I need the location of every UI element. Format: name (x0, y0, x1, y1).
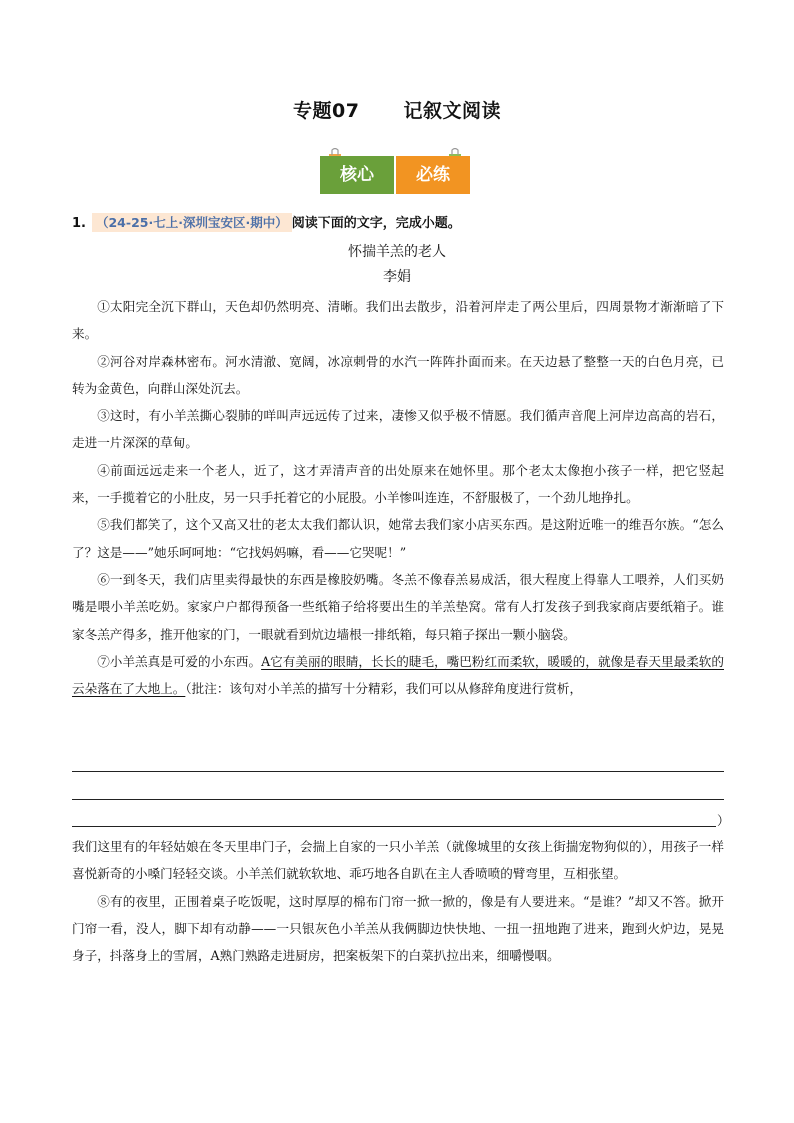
paragraph: 我们这里有的年轻姑娘在冬天里串门子，会揣上自家的一只小羊羔（就像城里的女孩上街揣宠物狗似的），用孩子一样喜悦新奇的小嗓门轻轻交谈。小羊羔们就软软地、乖巧地各自趴在主人香喷喷的臂弯里，互相张望。 (72, 839, 724, 882)
question-header (72, 212, 461, 231)
article-body-continued (72, 833, 724, 969)
question-source: （24-25·七上·深圳宝安区·期中） (92, 213, 292, 232)
answer-line[interactable] (72, 799, 724, 800)
paragraph: ⑤我们都笑了，这个又高又壮的老太太我们都认识，她常去我们家小店买东西。是这附近唯一的维吾尔族。“怎么了？这是——”她乐呵呵地：“它找妈妈嘛，看——它哭呢！” (72, 517, 724, 560)
paragraph: ③这时，有小羊羔撕心裂肺的咩叫声远远传了过来，凄惨又似乎极不情愿。我们循声音爬上河岸边高高的岩石，走进一片深深的草甸。 (72, 408, 724, 451)
article-body (72, 293, 724, 702)
page-title (0, 96, 794, 123)
answer-line[interactable] (72, 826, 716, 827)
article-title: 怀揣羊羔的老人 (348, 244, 446, 260)
question-instruction: 阅读下面的文字，完成小题。 (291, 216, 461, 231)
banner-right-text: 必练 (416, 165, 450, 185)
closing-paren: ） (717, 813, 730, 828)
p7-start: ⑦小羊羔真是可爱的小东西。 (97, 653, 262, 669)
paragraph-7 (72, 648, 724, 703)
question-number: 1. (72, 216, 86, 231)
annotation: （批注：该句对小羊羔的描写十分精彩，我们可以从修辞角度进行赏析， (185, 681, 583, 697)
core-practice-banner (320, 148, 470, 196)
article-author: 李娟 (383, 269, 411, 285)
paragraph: ①太阳完全沉下群山，天色却仍然明亮、清晰。我们出去散步，沿着河岸走了两公里后，四周景物才渐渐暗了下来。 (72, 299, 724, 342)
answer-line[interactable] (72, 771, 724, 772)
title-part2: 记叙文阅读 (403, 100, 501, 122)
underlined-sentence-a: A它有美丽的眼睛，长长的睫毛，嘴巴粉红而柔软，暖暖的，就像是春天里最柔软的云朵落在了大地上。 (72, 653, 724, 697)
title-part1: 专题07 (293, 100, 360, 122)
paragraph: ⑧有的夜里，正围着桌子吃饭呢，这时厚厚的棉布门帘一掀一掀的，像是有人要进来。“是谁？”却又不答。掀开门帘一看，没人，脚下却有动静——一只银灰色小羊羔从我俩脚边快快地、一扭一扭地跑了进来，跑到火炉边，晃晃身子，抖落身上的雪屑，A熟门熟路走进厨房，把案板架下的白菜扒拉出来，细嚼慢咽。 (72, 893, 724, 964)
banner-left-text: 核心 (340, 165, 374, 185)
paragraph: ⑥一到冬天，我们店里卖得最快的东西是橡胶奶嘴。冬羔不像春羔易成活，很大程度上得靠人工喂养，人们买奶嘴是喂小羊羔吃奶。家家户户都得预备一些纸箱子给将要出生的羊羔垫窝。常有人打发孩子到我家商店要纸箱子。谁家冬羔产得多，推开他家的门，一眼就看到炕边墙根一排纸箱，每只箱子探出一颗小脑袋。 (72, 571, 724, 642)
paragraph: ②河谷对岸森林密布。河水清澈、宽阔，冰凉刺骨的水汽一阵阵扑面而来。在天边悬了整整一天的白色月亮，已转为金黄色，向群山深处沉去。 (72, 353, 724, 396)
paragraph: ④前面远远走来一个老人，近了，这才弄清声音的出处原来在她怀里。那个老太太像抱小孩子一样，把它竖起来，一手揽着它的小肚皮，另一只手托着它的小屁股。小羊惨叫连连，不舒服极了，一个劲儿地挣扎。 (72, 462, 724, 506)
